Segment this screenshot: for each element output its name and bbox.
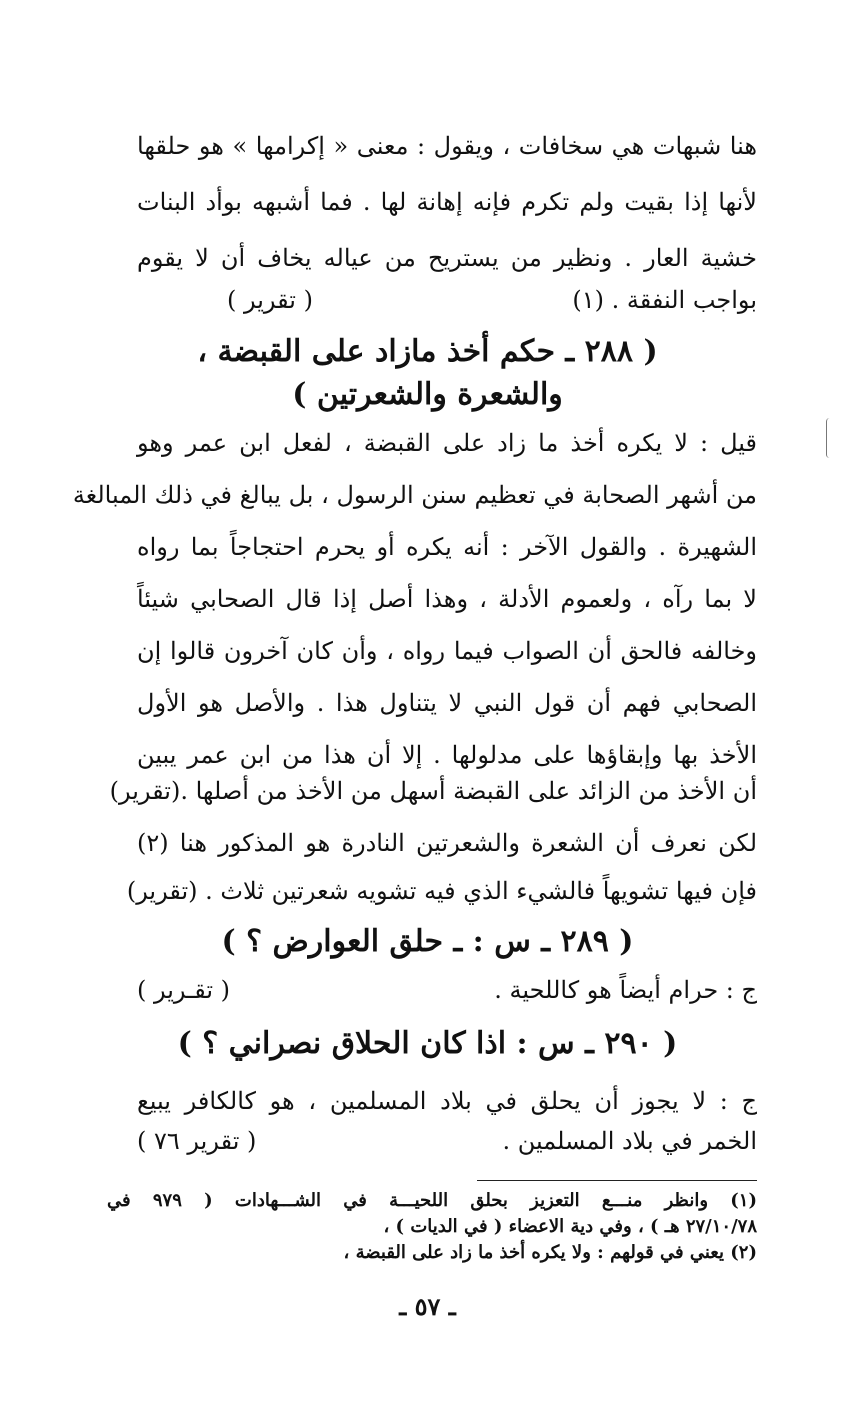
body-text-line: فإن فيها تشويهاً فالشيء الذي فيه تشويه شعرتين ثلاث . (تقرير) (126, 877, 757, 905)
body-text-line: من أشهر الصحابة في تعظيم سنن الرسول ، بل يبالغ في ذلك المبالغة (72, 481, 757, 509)
body-text-line: الأخذ بها وإبقاؤها على مدلولها . إلا أن هذا من ابن عمر يبين (137, 741, 757, 769)
report-tag: ( تقـرير ) (137, 976, 230, 1004)
body-text-line: أن الأخذ من الزائد على القبضة أسهل من الأخذ من أصلها .(تقرير) (109, 777, 757, 805)
footnote-1-continued: ٢٧/١٠/٧٨ هـ ) ، وفي دية الاعضاء ( في الديات ) ، (383, 1216, 757, 1237)
section-288-title: ( ٢٨٨ ـ حكم أخذ مازاد على القبضة ، (197, 334, 658, 369)
body-text-line: لكن نعرف أن الشعرة والشعرتين النادرة هو المذكور هنا (٢) (137, 829, 757, 857)
body-text-line: قيل : لا يكره أخذ ما زاد على القبضة ، لفعل ابن عمر وهو (137, 429, 757, 457)
report-tag: ( تقرير ) (227, 286, 313, 314)
answer-line-with-tag (137, 972, 757, 1008)
body-text-line: هنا شبهات هي سخافات ، ويقول : معنى « إكرامها » هو حلقها (137, 132, 757, 160)
section-288-title-continued: والشعرة والشعرتين ) (292, 377, 563, 412)
answer-text: الخمر في بلاد المسلمين . (502, 1127, 757, 1155)
body-text-line: وخالفه فالحق أن الصواب فيما رواه ، وأن كان آخرون قالوا إن (137, 637, 757, 665)
footnote-1: (١) وانظر منـــع التعزيز بحلق اللحيـــة في الشـــهادات ( ٩٧٩ في (107, 1190, 757, 1211)
body-text-line: الصحابي فهم أن قول النبي لا يتناول هذا . والأصل هو الأول (137, 689, 757, 717)
answer-line-with-tag (137, 1123, 757, 1159)
answer-text: ج : حرام أيضاً هو كاللحية . (494, 976, 757, 1004)
section-290-title: ( ٢٩٠ ـ س : اذا كان الحلاق نصراني ؟ ) (177, 1026, 678, 1061)
footnote-divider (477, 1180, 757, 1181)
body-text-line: الشهيرة . والقول الآخر : أنه يكره أو يحرم احتجاجاً بما رواه (137, 533, 757, 561)
body-text-line: لا بما رآه ، ولعموم الأدلة ، وهذا أصل إذا قال الصحابي شيئاً (137, 585, 757, 613)
footnote-2: (٢) يعني في قولهم : ولا يكره أخذ ما زاد على القبضة ، (343, 1242, 757, 1263)
margin-mark (826, 418, 833, 458)
body-text-line: خشية العار . ونظير من يستريح من عياله يخاف أن لا يقوم (137, 244, 757, 272)
section-289-title: ( ٢٨٩ ـ س : ـ حلق العوارض ؟ ) (221, 924, 634, 959)
body-text: بواجب النفقة . (١) (572, 286, 757, 314)
body-text-line: لأنها إذا بقيت ولم تكرم فإنه إهانة لها . فما أشبهه بوأد البنات (137, 188, 757, 216)
page-number: ـ ٥٧ ـ (399, 1292, 456, 1321)
answer-line: ج : لا يجوز أن يحلق في بلاد المسلمين ، هو كالكافر يبيع (137, 1087, 757, 1115)
body-text-line-with-tag (157, 282, 757, 318)
report-tag: ( تقرير ٧٦ ) (137, 1127, 257, 1155)
